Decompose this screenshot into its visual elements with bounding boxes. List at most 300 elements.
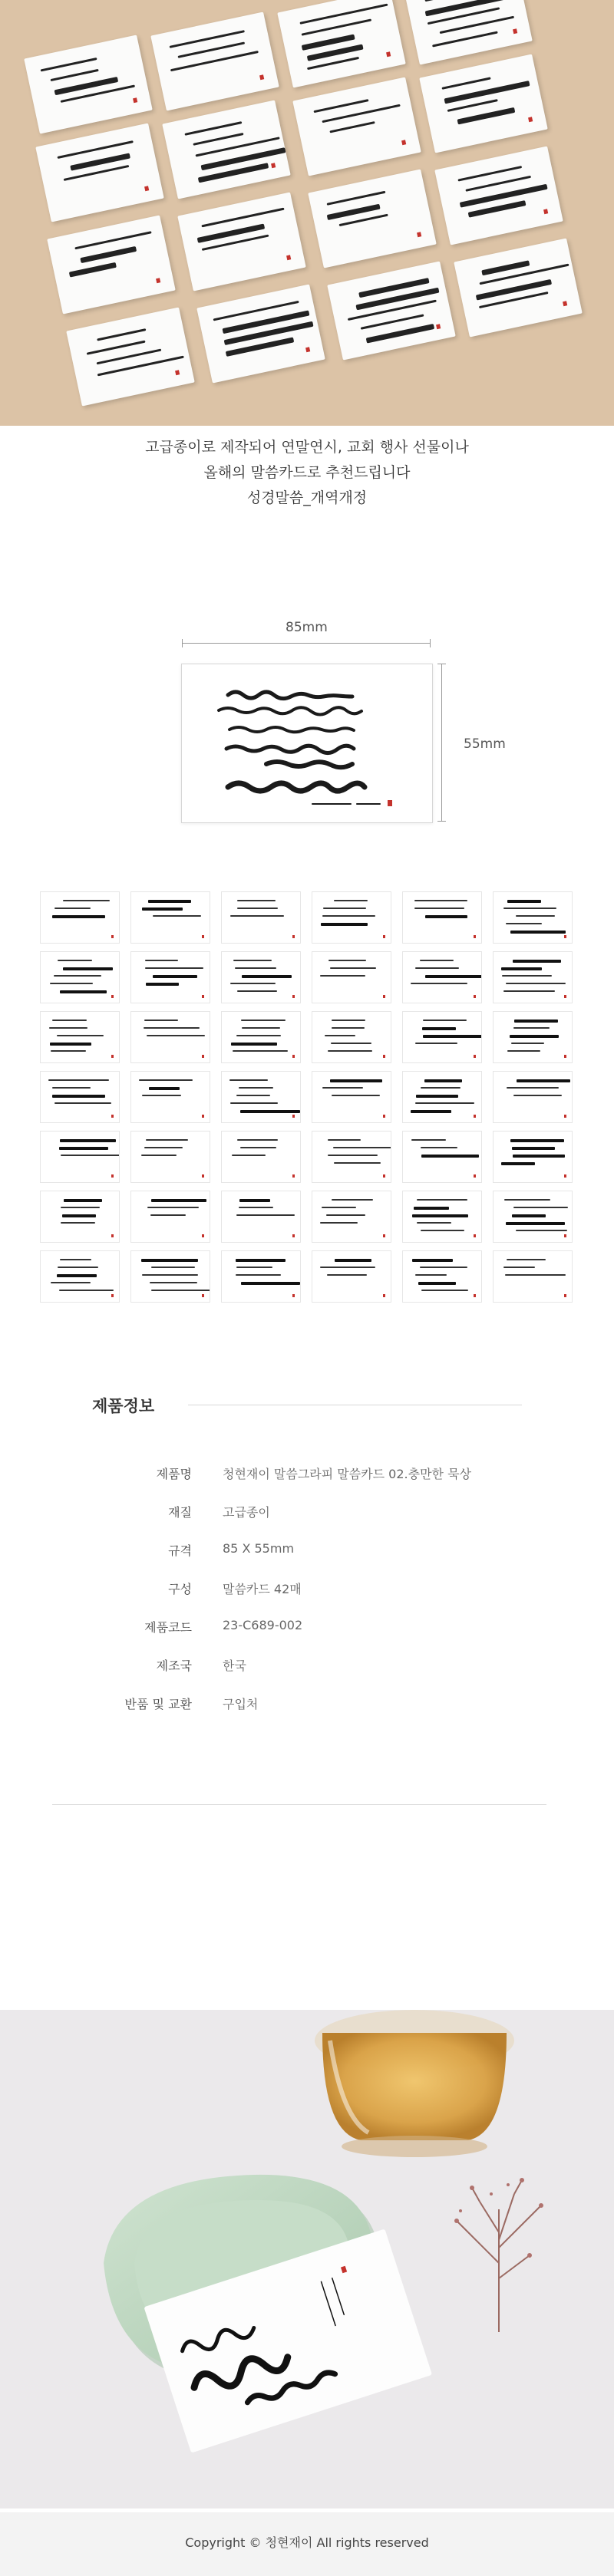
hero-card (419, 54, 548, 153)
calligraphy-stroke (51, 1050, 86, 1052)
calligraphy-stroke (62, 1214, 96, 1217)
calligraphy-stroke (421, 1087, 460, 1089)
card-grid (40, 891, 574, 1312)
grid-card (402, 1011, 482, 1063)
hero-card (35, 123, 164, 222)
calligraphy-stroke (233, 1050, 287, 1052)
calligraphy-stroke (54, 1102, 111, 1104)
seal-stamp-icon (564, 1174, 566, 1178)
calligraphy-stroke (505, 1274, 565, 1276)
calligraphy-stroke (328, 1155, 378, 1156)
seal-stamp-icon (292, 995, 295, 998)
calligraphy-stroke (320, 1267, 375, 1268)
grid-card (221, 891, 301, 944)
calligraphy-stroke (323, 908, 366, 909)
calligraphy-stroke (416, 1095, 459, 1098)
seal-stamp-icon (401, 140, 406, 145)
calligraphy-stroke (510, 931, 566, 934)
calligraphy-stroke (411, 1110, 451, 1113)
calligraphy-stroke (503, 908, 556, 909)
calligraphy-stroke (142, 1095, 182, 1096)
calligraphy-stroke (242, 1027, 280, 1029)
hero-card (47, 215, 176, 314)
calligraphy-stroke (348, 300, 437, 321)
calligraphy-stroke (150, 1282, 196, 1283)
calligraphy-stroke (325, 1035, 355, 1036)
calligraphy-stroke (64, 1199, 103, 1202)
dimension-height-label: 55mm (464, 736, 506, 752)
grid-card (40, 1071, 120, 1123)
dimension-width-line (182, 643, 431, 644)
dimension-width-tick-left (182, 639, 183, 647)
seal-stamp-icon (271, 163, 276, 168)
seal-stamp-icon (111, 1174, 114, 1178)
seal-stamp-icon (564, 1294, 566, 1297)
hero-card (24, 35, 153, 133)
calligraphy-stroke (235, 967, 276, 969)
seal-stamp-icon (202, 1174, 204, 1178)
calligraphy-stroke (425, 915, 467, 918)
calligraphy-stroke (60, 1139, 116, 1142)
calligraphy-stroke (513, 1207, 568, 1208)
grid-card (40, 1191, 120, 1243)
grid-card (221, 1250, 301, 1303)
calligraphy-stroke (513, 1155, 565, 1158)
calligraphy-stroke (237, 908, 278, 909)
calligraphy-stroke (237, 1139, 279, 1141)
calligraphy-stroke (144, 1027, 200, 1029)
seal-stamp-icon (111, 935, 114, 938)
seal-stamp-icon (474, 995, 476, 998)
calligraphy-stroke (332, 1020, 365, 1021)
seal-stamp-icon (564, 1234, 566, 1237)
grid-card (402, 1131, 482, 1183)
calligraphy-stroke (328, 1050, 372, 1052)
seal-stamp-icon (543, 209, 548, 214)
calligraphy-stroke (52, 1020, 87, 1021)
calligraphy-stroke (139, 1079, 193, 1081)
grid-card (221, 1191, 301, 1243)
seal-stamp-icon (474, 1055, 476, 1058)
calligraphy-stroke (501, 1162, 535, 1165)
seal-stamp-icon (513, 28, 517, 34)
calligraphy-stroke (144, 1147, 183, 1148)
calligraphy-stroke (503, 990, 555, 992)
calligraphy-stroke (239, 1087, 273, 1089)
grid-card (312, 1191, 391, 1243)
calligraphy-stroke (196, 223, 265, 242)
product-info-value: 85 X 55mm (223, 1541, 295, 1556)
calligraphy-stroke (48, 1079, 109, 1081)
hero-card (308, 169, 437, 268)
seal-stamp-icon (292, 1055, 295, 1058)
grid-card (402, 891, 482, 944)
seal-stamp-icon (259, 74, 264, 80)
calligraphy-stroke (49, 1027, 87, 1029)
seal-stamp-icon (383, 1234, 385, 1237)
calligraphy-stroke (236, 1095, 270, 1096)
grid-card (130, 891, 210, 944)
calligraphy-stroke (142, 1274, 199, 1276)
calligraphy-stroke (230, 915, 284, 917)
calligraphy-stroke (54, 975, 101, 977)
calligraphy-stroke (432, 31, 498, 48)
calligraphy-stroke (80, 246, 137, 263)
calligraphy-stroke (202, 208, 285, 228)
product-info-value: 말씀카드 42매 (223, 1582, 302, 1596)
calligraphy-stroke (422, 1027, 455, 1030)
calligraphy-stroke (423, 1035, 482, 1038)
product-info-label: 제품명 (156, 1467, 192, 1481)
calligraphy-stroke (510, 1139, 564, 1142)
hero-card (196, 284, 325, 383)
grid-card (40, 1250, 120, 1303)
grid-card (402, 951, 482, 1003)
grid-card (221, 1131, 301, 1183)
calligraphy-stroke (320, 1222, 358, 1224)
hero-card (66, 307, 195, 406)
calligraphy-stroke (321, 923, 368, 926)
intro-line-3: 성경말씀_개역개정 (246, 489, 368, 506)
hero-card (162, 100, 291, 199)
calligraphy-stroke (441, 77, 491, 90)
grid-card (493, 1191, 573, 1243)
calligraphy-stroke (322, 915, 375, 917)
footer (0, 2512, 614, 2576)
grid-card (312, 1071, 391, 1123)
hero-card (150, 12, 279, 110)
calligraphy-stroke (512, 1214, 546, 1217)
calligraphy-stroke (313, 99, 368, 113)
calligraphy-stroke (415, 967, 459, 969)
seal-stamp-icon (156, 278, 160, 283)
calligraphy-stroke (322, 1087, 363, 1089)
grid-card (221, 1071, 301, 1123)
product-info-value: 23-C689-002 (223, 1618, 303, 1632)
calligraphy-stroke (233, 960, 272, 961)
seal-stamp-icon (111, 1115, 114, 1118)
calligraphy-stroke (232, 1155, 266, 1156)
product-photo-scene (0, 2010, 614, 2508)
seal-stamp-icon (111, 995, 114, 998)
calligraphy-stroke (69, 262, 117, 278)
product-info-label: 제품코드 (144, 1620, 192, 1635)
calligraphy-stroke (365, 324, 434, 344)
grid-card (130, 1250, 210, 1303)
calligraphy-stroke (415, 1102, 474, 1104)
seal-stamp-icon (202, 1115, 204, 1118)
calligraphy-stroke (516, 1230, 567, 1231)
dimension-width-tick-right (430, 639, 431, 647)
calligraphy-stroke (329, 121, 375, 133)
hero-card (327, 261, 456, 360)
calligraphy-stroke (61, 1207, 100, 1208)
calligraphy-stroke (149, 1087, 180, 1090)
hero-image (0, 0, 614, 426)
seal-stamp-icon (292, 935, 295, 938)
seal-stamp-icon (111, 1234, 114, 1237)
calligraphy-stroke (420, 1267, 467, 1268)
seal-stamp-icon (386, 51, 391, 57)
calligraphy-stroke (193, 133, 244, 146)
grid-card (493, 951, 573, 1003)
seal-stamp-icon (383, 1055, 385, 1058)
calligraphy-stroke (144, 1020, 178, 1021)
grid-card (493, 891, 573, 944)
calligraphy-stroke (229, 1079, 267, 1081)
calligraphy-stroke (415, 1043, 457, 1044)
calligraphy-stroke (516, 915, 555, 917)
seal-stamp-icon (564, 935, 566, 938)
calligraphy-stroke (60, 1259, 91, 1260)
calligraphy-stroke (328, 960, 366, 961)
seal-stamp-icon (133, 97, 137, 103)
calligraphy-stroke (184, 121, 242, 136)
calligraphy-stroke (240, 1110, 300, 1113)
calligraphy-stroke (58, 1267, 99, 1268)
calligraphy-stroke (331, 1043, 371, 1044)
calligraphy-stroke (236, 1267, 272, 1268)
seal-stamp-icon (383, 1294, 385, 1297)
calligraphy-stroke (414, 908, 464, 909)
calligraphy-stroke (421, 1147, 457, 1148)
grid-card (312, 891, 391, 944)
seal-stamp-icon (292, 1174, 295, 1178)
grid-card (493, 1011, 573, 1063)
seal-stamp-icon (564, 1055, 566, 1058)
calligraphy-stroke (97, 328, 146, 341)
grid-card (312, 1250, 391, 1303)
seal-stamp-icon (474, 1294, 476, 1297)
seal-stamp-icon (564, 995, 566, 998)
calligraphy-stroke (237, 900, 276, 901)
calligraphy-stroke (141, 1155, 177, 1156)
grid-card (221, 951, 301, 1003)
hero-card (177, 192, 306, 291)
product-info-value: 청현재이 말씀그라피 말씀카드 02.충만한 묵상 (223, 1467, 471, 1481)
grid-card (402, 1250, 482, 1303)
calligraphy-stroke (239, 1199, 270, 1202)
calligraphy-stroke (510, 1035, 559, 1038)
seal-stamp-icon (202, 995, 204, 998)
calligraphy-stroke (146, 983, 179, 986)
grid-card (493, 1131, 573, 1183)
calligraphy-stroke (57, 1035, 104, 1036)
calligraphy-stroke (412, 1259, 453, 1262)
product-info-bottom-divider (52, 1804, 546, 1805)
sample-card-calligraphy (182, 664, 432, 822)
product-info-value: 구입처 (223, 1697, 259, 1711)
product-info-label: 규격 (168, 1543, 192, 1558)
calligraphy-stroke (50, 69, 99, 81)
grid-card (130, 951, 210, 1003)
calligraphy-stroke (504, 1199, 550, 1201)
calligraphy-stroke (330, 1079, 382, 1082)
calligraphy-stroke (147, 1035, 205, 1036)
seal-stamp-icon (474, 1115, 476, 1118)
calligraphy-stroke (507, 1050, 541, 1052)
seal-stamp-icon (417, 232, 421, 237)
calligraphy-stroke (151, 1290, 210, 1291)
calligraphy-stroke (147, 1207, 199, 1208)
calligraphy-stroke (150, 1214, 186, 1216)
calligraphy-stroke (141, 1259, 198, 1262)
grid-card (40, 1011, 120, 1063)
grid-card (312, 951, 391, 1003)
seal-stamp-icon (292, 1294, 295, 1297)
calligraphy-stroke (513, 1095, 561, 1096)
product-info-value: 고급종이 (223, 1505, 270, 1520)
calligraphy-stroke (507, 900, 540, 903)
hero-card (454, 238, 583, 337)
calligraphy-stroke (300, 3, 388, 24)
calligraphy-stroke (517, 1079, 570, 1082)
calligraphy-stroke (414, 1207, 449, 1210)
calligraphy-stroke (335, 1259, 371, 1262)
calligraphy-stroke (239, 1207, 273, 1208)
intro-line-1: 고급종이로 제작되어 연말연시, 교회 행사 선물이나 (145, 439, 469, 456)
calligraphy-stroke (59, 1290, 114, 1291)
footer-copyright: Copyright © 청현재이 All rights reserved (185, 2535, 429, 2550)
calligraphy-stroke (425, 975, 482, 978)
calligraphy-stroke (424, 1079, 462, 1082)
calligraphy-stroke (148, 900, 191, 903)
grid-card (493, 1250, 573, 1303)
grid-card (312, 1131, 391, 1183)
grid-card (130, 1191, 210, 1243)
calligraphy-stroke (320, 975, 365, 977)
calligraphy-stroke (242, 975, 292, 978)
calligraphy-stroke (334, 900, 368, 901)
calligraphy-stroke (418, 1282, 457, 1285)
calligraphy-stroke (503, 1267, 535, 1268)
calligraphy-stroke (506, 1222, 565, 1225)
calligraphy-stroke (52, 915, 106, 918)
calligraphy-stroke (51, 1282, 91, 1283)
seal-stamp-icon (111, 1294, 114, 1297)
product-photo (0, 2010, 614, 2508)
grid-card (130, 1011, 210, 1063)
calligraphy-stroke (326, 191, 385, 206)
grid-card (40, 891, 120, 944)
calligraphy-stroke (241, 1020, 286, 1021)
calligraphy-stroke (326, 1214, 365, 1216)
sample-card (181, 664, 433, 823)
grid-card (221, 1011, 301, 1063)
calligraphy-stroke (40, 58, 97, 71)
calligraphy-stroke (412, 1214, 468, 1217)
grid-card (402, 1191, 482, 1243)
calligraphy-stroke (514, 1020, 558, 1023)
product-info-label: 재질 (168, 1505, 192, 1520)
grid-card (130, 1071, 210, 1123)
dimension-height-tick-bottom (437, 821, 446, 822)
calligraphy-stroke (332, 1199, 373, 1201)
calligraphy-stroke (417, 1199, 467, 1201)
seal-stamp-icon (474, 1174, 476, 1178)
calligraphy-stroke (513, 1027, 550, 1029)
seal-stamp-icon (383, 1174, 385, 1178)
calligraphy-stroke (61, 1222, 95, 1224)
seal-stamp-icon (144, 186, 149, 191)
calligraphy-stroke (512, 1147, 555, 1150)
seal-stamp-icon (202, 935, 204, 938)
calligraphy-stroke (513, 960, 561, 963)
calligraphy-stroke (240, 1147, 276, 1148)
calligraphy-stroke (146, 1139, 188, 1141)
calligraphy-stroke (411, 983, 467, 984)
seal-stamp-icon (383, 935, 385, 938)
product-info-label: 제조국 (156, 1659, 192, 1673)
seal-stamp-icon (383, 995, 385, 998)
calligraphy-stroke (420, 960, 454, 961)
grid-card (40, 1131, 120, 1183)
calligraphy-stroke (50, 1043, 91, 1046)
calligraphy-stroke (457, 107, 516, 125)
calligraphy-stroke (230, 1102, 279, 1104)
calligraphy-stroke (506, 923, 541, 924)
seal-stamp-icon (528, 117, 533, 122)
calligraphy-stroke (63, 900, 110, 901)
calligraphy-stroke (50, 983, 93, 984)
calligraphy-stroke (506, 983, 566, 984)
seal-stamp-icon (563, 301, 567, 306)
calligraphy-stroke (236, 1035, 281, 1036)
calligraphy-stroke (322, 1207, 356, 1208)
seal-stamp-icon (292, 1234, 295, 1237)
calligraphy-stroke (421, 1290, 469, 1291)
seal-stamp-icon (474, 1234, 476, 1237)
calligraphy-stroke (145, 967, 204, 969)
calligraphy-stroke (415, 1274, 447, 1276)
calligraphy-stroke (63, 967, 112, 970)
calligraphy-stroke (230, 983, 276, 984)
calligraphy-stroke (236, 1274, 281, 1276)
calligraphy-stroke (52, 1087, 91, 1089)
calligraphy-stroke (421, 1230, 464, 1231)
calligraphy-stroke (52, 1095, 105, 1098)
calligraphy-stroke (414, 900, 467, 901)
calligraphy-stroke (507, 1087, 559, 1089)
calligraphy-stroke (501, 967, 541, 970)
calligraphy-stroke (86, 341, 145, 355)
calligraphy-stroke (59, 1147, 108, 1150)
calligraphy-stroke (241, 1282, 300, 1285)
seal-stamp-icon (292, 1115, 295, 1118)
calligraphy-stroke (236, 1259, 286, 1262)
hero-card (434, 146, 563, 245)
hero-card (277, 0, 406, 88)
calligraphy-stroke (511, 1043, 545, 1044)
seal-stamp-icon (202, 1055, 204, 1058)
seal-stamp-icon (474, 935, 476, 938)
grid-card (130, 1131, 210, 1183)
intro-line-2: 올해의 말씀카드로 추천드립니다 (203, 464, 411, 481)
grid-card (312, 1011, 391, 1063)
calligraphy-stroke (57, 1274, 97, 1277)
calligraphy-stroke (502, 975, 552, 977)
dimension-height-line (441, 664, 442, 822)
grid-card (402, 1071, 482, 1123)
calligraphy-stroke (151, 1199, 206, 1202)
calligraphy-stroke (330, 967, 376, 969)
calligraphy-stroke (153, 915, 201, 917)
calligraphy-stroke (151, 1267, 195, 1268)
seal-stamp-icon (388, 800, 392, 806)
calligraphy-stroke (332, 1095, 380, 1096)
dimension-width-label: 85mm (286, 620, 328, 635)
calligraphy-stroke (332, 1027, 365, 1029)
